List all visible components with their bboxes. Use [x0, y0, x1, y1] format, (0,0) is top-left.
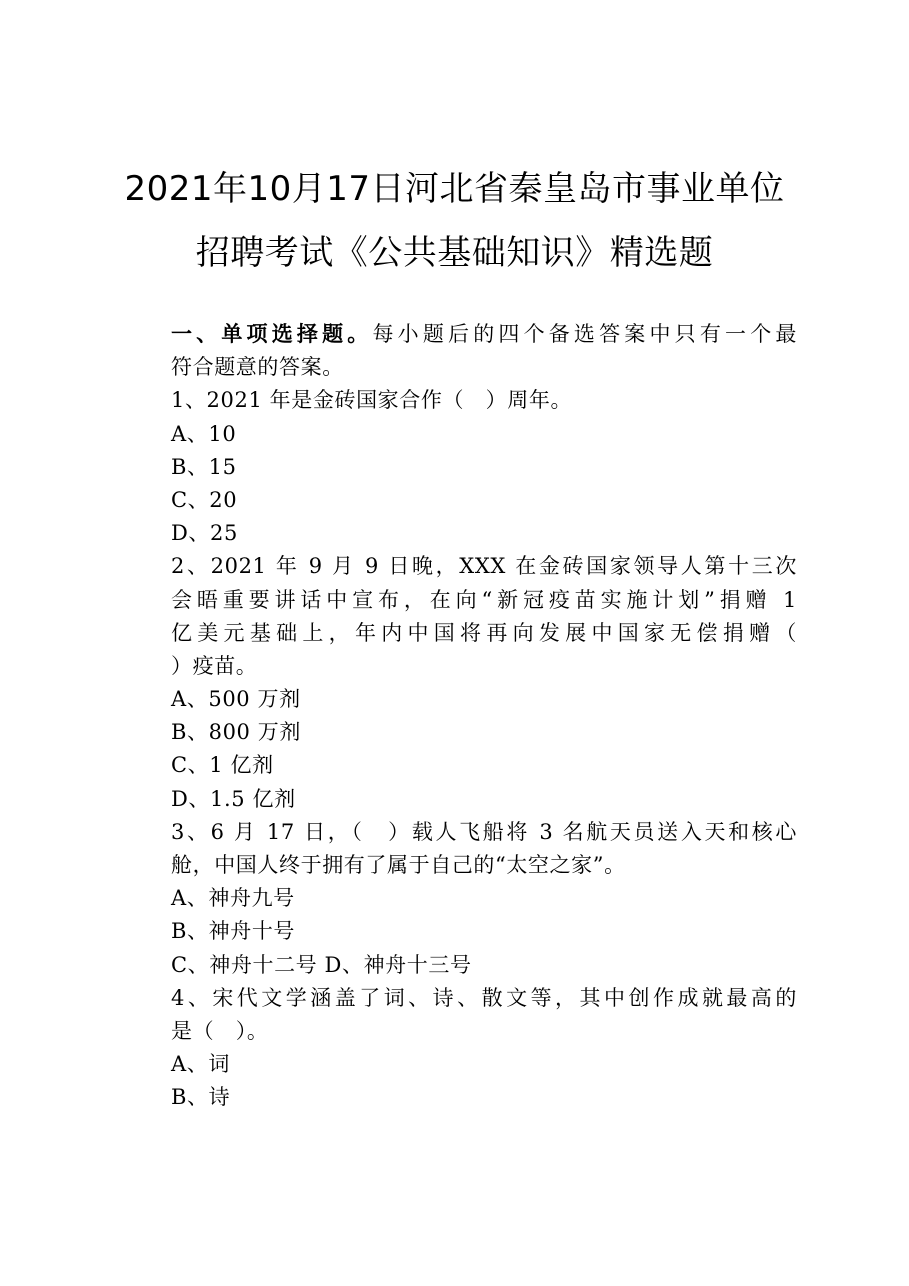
question-2-option-a: A、500 万剂 — [171, 687, 301, 712]
question-1-text: 1、2021 年是金砖国家合作（ ）周年。 — [171, 388, 573, 413]
section-heading: 一、单项选择题。 — [171, 322, 373, 346]
title-line-2: 招聘考试《公共基础知识》精选题 — [195, 233, 714, 273]
question-3-option-a: A、神舟九号 — [171, 886, 295, 911]
question-3-text-line-2: 舱，中国人终于拥有了属于自己的“太空之家”。 — [171, 853, 626, 877]
question-2-text-line-3: 亿美元基础上，年内中国将再向发展中国家无偿捐赠（ — [171, 620, 797, 645]
question-2-text-line-4: ）疫苗。 — [171, 653, 258, 678]
question-2-text-line-1: 2、2021 年 9 月 9 日晚，XXX 在金砖国家领导人第十三次 — [171, 554, 797, 579]
section-intro-line-1 — [171, 318, 797, 351]
question-1-option-b: B、15 — [171, 454, 237, 479]
title-line-1: 2021年10月17日河北省秦皇岛市事业单位 — [124, 169, 785, 209]
question-2-option-d: D、1.5 亿剂 — [171, 786, 296, 811]
section-intro-line-2: 符合题意的答案。 — [171, 355, 344, 380]
question-2-text-line-2: 会晤重要讲话中宣布，在向“新冠疫苗实施计划”捐赠 1 — [171, 587, 797, 612]
question-4-option-b: B、诗 — [171, 1085, 231, 1110]
question-4-option-a: A、词 — [171, 1052, 230, 1077]
question-2-option-b: B、800 万剂 — [171, 720, 301, 745]
question-1-option-c: C、20 — [171, 487, 238, 512]
question-3-text-line-1: 3、6 月 17 日，（ ）载人飞船将 3 名航天员送入天和核心 — [171, 819, 797, 844]
question-3-option-b: B、神舟十号 — [171, 919, 296, 944]
question-2-option-c: C、1 亿剂 — [171, 753, 274, 778]
section-intro-text: 每小题后的四个备选答案中只有一个最 — [372, 322, 797, 346]
question-3-option-c-d: C、神舟十二号 D、神舟十三号 — [171, 952, 472, 977]
document-title — [0, 157, 909, 285]
document-body — [171, 318, 797, 1115]
question-1-option-d: D、25 — [171, 521, 238, 546]
question-4-text-line-1: 4、宋代文学涵盖了词、诗、散文等，其中创作成就最高的 — [171, 985, 797, 1010]
question-1-option-a: A、10 — [171, 421, 237, 446]
question-4-text-line-2: 是（ ）。 — [171, 1018, 269, 1043]
